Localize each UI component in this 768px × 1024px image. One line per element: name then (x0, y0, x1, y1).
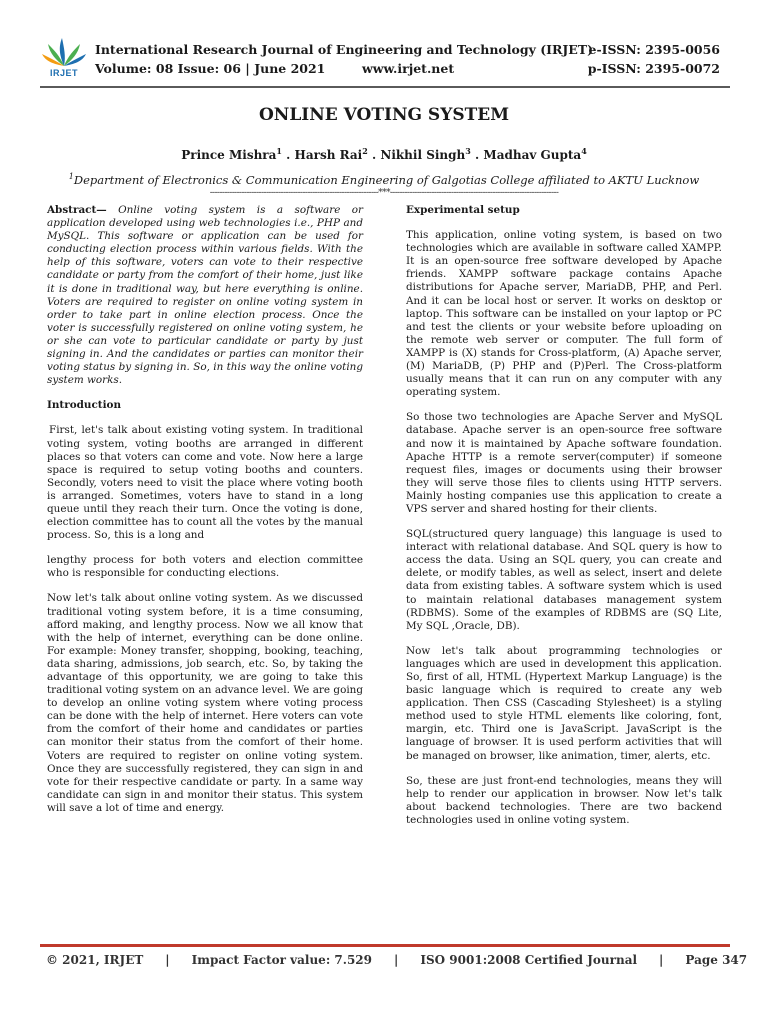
author-name: Harsh Rai (294, 148, 363, 162)
author-name: Madhav Gupta (483, 148, 582, 162)
body-paragraph: So, these are just front-end technologies, means they will help to render our application in browser. Now let's talk about backend technologies. There are two backend technologies used in online voting system. (406, 774, 722, 826)
abstract-label: Abstract— (47, 204, 107, 216)
author-list: Prince Mishra$^1$ . Harsh Rai$^2$ . Nikhil Singh$^3$ . Madhav Gupta$^4$ (181, 146, 587, 162)
header-divider (40, 86, 730, 88)
body-paragraph: So those two technologies are Apache Server and MySQL database. Apache server is an open-source free software and now it is maintained by Apache software foundation. Apache HTTP is a remote server(computer) if someone request files, images or documents using their browser they will serve those files to clients using HTTP servers. Mainly hosting companies use this application to create a VPS server and shared hosting for their clients. (406, 411, 722, 515)
intro-paragraph: First, let's talk about existing voting system. In traditional voting system, voting booths are arranged in different places so that voters can come and vote. Now here a large space is required to setup voting booths and counters. Secondly, voters need to visit the place where voting booth is arranged. Sometimes, voters have to stand in a long queue until they reach their turn. Once the voting is done, election committee has to count all the votes by the manual process. So, this is a long and (47, 424, 363, 542)
affiliation: $^1$Department of Electronics & Communication Engineering of Galgotias College affiliated to AKTU Lucknow (68, 172, 700, 187)
body-paragraph: Now let's talk about programming technologies or languages which are used in development this application. So, first of all, HTML (Hypertext Markup Language) is the basic language which is required to create any web application. Then CSS (Cascading Stylesheet) is a styling method used to style HTML elements like coloring, font, margin, etc. Third one is JavaScript. JavaScript is the language of browser. It is used perform activities that will be managed on browser, like animation, timer, alerts, etc. (406, 644, 722, 762)
p-issn: p-ISSN: 2395-0072 (587, 61, 720, 76)
journal-title: International Research Journal of Engineering and Technology (IRJET) (95, 42, 594, 57)
author-name: Nikhil Singh (380, 148, 466, 162)
journal-header (40, 34, 730, 84)
page-footer: © 2021, IRJET | Impact Factor value: 7.529 | ISO 9001:2008 Certified Journal | Page 347 (46, 953, 748, 967)
logo-text: IRJET (50, 68, 79, 78)
introduction-heading: Introduction (47, 399, 121, 412)
left-column (47, 204, 363, 827)
intro-paragraph: lengthy process for both voters and election committee who is responsible for conducting elections. (47, 554, 363, 580)
right-column (406, 204, 722, 839)
impact-factor: Impact Factor value: 7.529 (191, 953, 373, 967)
volume-issue: Volume: 08 Issue: 06 | June 2021 (95, 61, 326, 76)
footer-divider (40, 944, 730, 947)
paper-title: ONLINE VOTING SYSTEM (258, 105, 510, 125)
author-name: Prince Mishra (181, 148, 277, 162)
page-number: Page 347 (685, 953, 748, 967)
e-issn: e-ISSN: 2395-0056 (588, 42, 720, 57)
abstract: Abstract— Online voting system is a software or application developed using web technologies i.e., PHP and MySQL. This software or application can be used for conducting election process within various fields. With the help of this software, voters can vote to their respective candidate or party from the comfort of their home, just like it is done in traditional way, but here everything is online. Voters are required to register on online voting system in order to take part in online election process. Once the voter is successfully registered on online voting system, he or she can vote to particular candidate or party by just signing in. And the candidates or parties can monitor their voting status by signing in. So, in this way the online voting system works. (47, 204, 363, 387)
intro-paragraph: Now let's talk about online voting system. As we discussed traditional voting system before, it is a time consuming, afford making, and lengthy process. Now we all know that with the help of internet, everything can be done online. For example: Money transfer, shopping, booking, teaching, data sharing, admissions, job search, etc. So, by taking the advantage of this opportunity, we are going to take this traditional voting system on an advance level. We are going to develop an online voting system where voting process can be done with the help of internet. Here voters can vote from the comfort of their home and candidates or parties can monitor their status from the comfort of their home. Voters are required to register on online voting system. Once they are successfully registered, they can sign in and vote for their respective candidate or party. In a same way candidate can sign in and monitor their status. This system will save a lot of time and energy. (47, 592, 363, 814)
section-separator: ---------------------------------------------------------------------***--------------------------------------------------------------------- (209, 188, 559, 198)
copyright: © 2021, IRJET (46, 953, 144, 967)
experimental-setup-heading: Experimental setup (406, 204, 520, 216)
iso-certification: ISO 9001:2008 Certified Journal (420, 953, 638, 967)
body-paragraph: This application, online voting system, is based on two technologies which are available in software called XAMPP. It is an open-source free software developed by Apache friends. XAMPP software package contains Apache distributions for Apache server, MariaDB, PHP, and Perl. And it can be local host or server. It works on desktop or laptop. This software can be installed on your laptop or PC and test the clients or your website before uploading on the remote web server or computer. The full form of XAMPP is (X) stands for Cross-platform, (A) Apache server, (M) MariaDB, (P) PHP and (P)Perl. The Cross-platform usually means that it can run on any computer with any operating system. (406, 229, 722, 399)
website-link[interactable]: www.irjet.net (362, 61, 455, 76)
body-paragraph: SQL(structured query language) this language is used to interact with relational database. And SQL query is how to access the data. Using an SQL query, you can create and delete, or modify tables, as well as select, insert and delete data from existing tables. A software system which is used to maintain relational databases management system (RDBMS). Some of the examples of RDBMS are (SQ Lite, My SQL ,Oracle, DB). (406, 528, 722, 632)
